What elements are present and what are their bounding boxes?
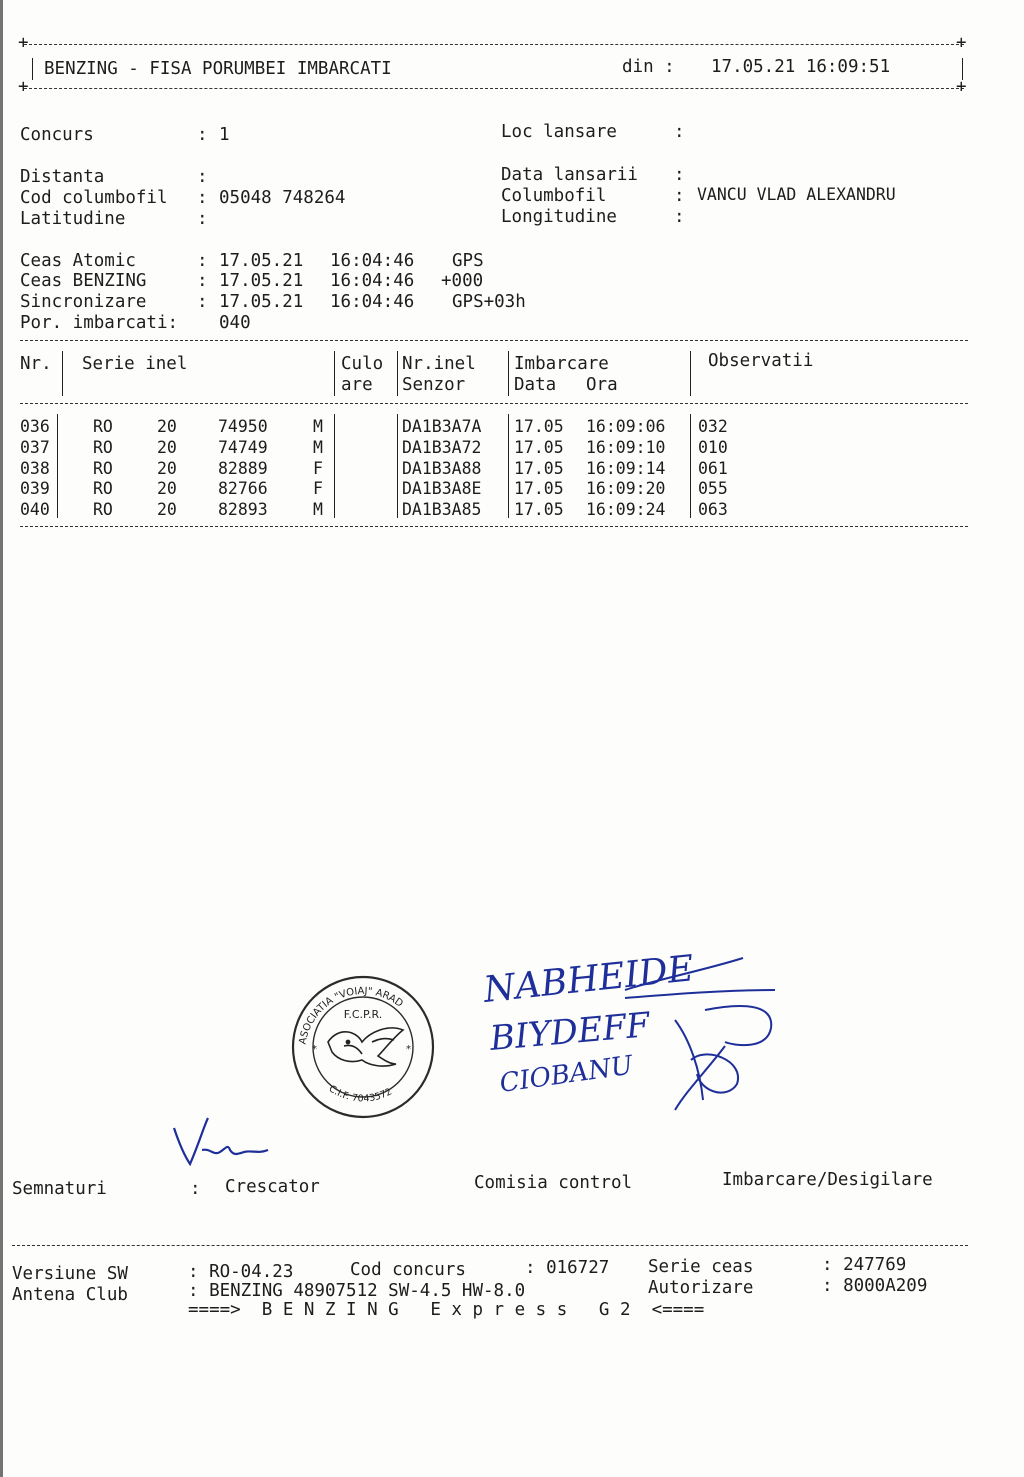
row-ring: 74950 (218, 417, 268, 436)
row-ring: 82889 (218, 458, 268, 478)
row-year: 20 (157, 437, 177, 457)
versiune-label: Versiune SW (12, 1264, 128, 1284)
row-nr: 036 (20, 417, 50, 436)
header-nr: Nr. (20, 354, 52, 374)
ceas-benzing-extra: +000 (441, 271, 484, 291)
crescator-signature-icon (168, 1110, 288, 1170)
concurs-label: Concurs (20, 125, 94, 145)
concurs-value: 1 (219, 125, 230, 145)
table-sep-nrinel (508, 351, 509, 396)
table-body-sep-nr (57, 414, 58, 518)
distanta-label: Distanta (20, 167, 105, 187)
latitudine-sep: : (197, 209, 208, 229)
por-imbarcati-value: 040 (219, 313, 251, 333)
distanta-sep: : (197, 167, 208, 187)
ceas-atomic-label: Ceas Atomic (20, 251, 136, 271)
row-sex: M (313, 500, 323, 520)
table-body-sep-nrinel (508, 414, 509, 518)
table-sep-nr (62, 351, 63, 396)
header-imbarcare-data: Data (514, 375, 557, 395)
table-sep-culoare (397, 351, 398, 396)
longitudine-sep: : (674, 207, 685, 227)
row-year: 20 (157, 500, 177, 520)
table-body-sep-culoare (397, 414, 398, 518)
signature-line-3: CIOBANU (497, 1050, 635, 1099)
sincronizare-sep: : (197, 292, 208, 312)
row-date: 17.05 (514, 479, 564, 499)
row-date: 17.05 (514, 500, 564, 520)
loc-lansare-sep: : (674, 122, 685, 142)
row-sex: F (313, 479, 323, 499)
cod-concurs-label: Cod concurs (350, 1260, 466, 1280)
row-year: 20 (157, 479, 177, 499)
ceas-atomic-time: 16:04:46 (330, 251, 415, 271)
antena-value: : BENZING 48907512 SW-4.5 HW-8.0 (188, 1281, 526, 1301)
cod-columbofil-sep: : (197, 188, 208, 208)
row-obs: 010 (698, 437, 728, 457)
print-date-value: 17.05.21 16:09:51 (711, 57, 891, 77)
loc-lansare-label: Loc lansare (501, 122, 617, 142)
autorizare-value: : 8000A209 (822, 1276, 928, 1296)
print-date-label: din : (622, 57, 675, 77)
ceas-benzing-time: 16:04:46 (330, 271, 415, 291)
benzing-banner: ====> B E N Z I N G E x p r e s s G 2 <==== (188, 1300, 705, 1320)
concurs-sep: : (197, 125, 208, 145)
sincronizare-date: 17.05.21 (219, 292, 304, 312)
header-imbarcare: Imbarcare (514, 354, 609, 374)
row-date: 17.05 (514, 458, 564, 478)
header-top-border (24, 44, 964, 45)
serie-ceas-label: Serie ceas (648, 1257, 754, 1277)
semnaturi-sep: : (190, 1179, 201, 1199)
header-left-bar (32, 58, 33, 80)
semnaturi-label: Semnaturi (12, 1179, 107, 1199)
autorizare-label: Autorizare (648, 1278, 754, 1298)
row-ring: 82893 (218, 500, 268, 520)
sincronizare-time: 16:04:46 (330, 292, 415, 312)
row-time: 16:09:10 (586, 437, 666, 457)
row-sex: F (313, 458, 323, 478)
row-country: RO (93, 479, 113, 499)
row-year: 20 (157, 458, 177, 478)
header-bottom-border (24, 88, 964, 89)
table-bottom-border (20, 526, 968, 527)
row-date: 17.05 (514, 417, 564, 436)
cod-columbofil-value: 05048 748264 (219, 188, 346, 208)
serie-ceas-value: : 247769 (822, 1255, 907, 1275)
row-time: 16:09:06 (586, 417, 666, 436)
row-ring: 74749 (218, 437, 268, 457)
row-nr: 040 (20, 500, 50, 520)
data-lansarii-label: Data lansarii (501, 165, 638, 185)
columbofil-label: Columbofil (501, 186, 607, 206)
footer-top-border (12, 1245, 968, 1246)
commission-signatures (475, 950, 795, 1145)
table-top-border (20, 340, 968, 341)
row-date: 17.05 (514, 437, 564, 457)
row-sex: M (313, 417, 323, 436)
header-imbarcare-ora: Ora (586, 375, 618, 395)
row-nr: 039 (20, 479, 50, 499)
header-observatii: Observatii (708, 351, 814, 371)
row-country: RO (93, 500, 113, 520)
row-time: 16:09:14 (586, 458, 666, 478)
versiune-value: : RO-04.23 (188, 1262, 294, 1282)
scan-edge-shadow (0, 0, 3, 1477)
header-corner-bl: + (18, 77, 29, 97)
table-body-sep-imbarcare (690, 414, 691, 518)
comisia-label: Comisia control (474, 1173, 633, 1193)
signature-line-1: NABHEIDE (481, 948, 696, 1011)
row-time: 16:09:24 (586, 500, 666, 520)
row-sensor: DA1B3A85 (402, 500, 482, 520)
row-nr: 038 (20, 458, 50, 478)
table-body-sep-serie (334, 414, 335, 518)
row-nr: 037 (20, 437, 50, 457)
ceas-benzing-label: Ceas BENZING (20, 271, 147, 291)
svg-text:*: * (312, 1044, 317, 1055)
table-sep-imbarcare (690, 351, 691, 396)
row-obs: 063 (698, 500, 728, 520)
header-serie-inel: Serie inel (82, 354, 188, 374)
columbofil-value: VANCU VLAD ALEXANDRU (697, 185, 896, 204)
header-culoare-1: Culo (341, 354, 384, 374)
ceas-atomic-extra: GPS (452, 251, 484, 271)
row-sex: M (313, 437, 323, 457)
ceas-atomic-date: 17.05.21 (219, 251, 304, 271)
row-country: RO (93, 458, 113, 478)
data-lansarii-sep: : (674, 165, 685, 185)
row-sensor: DA1B3A7A (402, 417, 482, 436)
report-title: BENZING - FISA PORUMBEI IMBARCATI (44, 59, 392, 79)
latitudine-label: Latitudine (20, 209, 126, 229)
ceas-benzing-date: 17.05.21 (219, 271, 304, 291)
header-corner-tr: + (956, 33, 967, 53)
row-sensor: DA1B3A72 (402, 437, 482, 457)
svg-text:*: * (406, 1044, 411, 1055)
por-imbarcati-label: Por. imbarcati: (20, 313, 179, 333)
row-obs: 061 (698, 458, 728, 478)
signature-line-2: BIYDEFF (488, 1005, 652, 1059)
header-culoare-2: are (341, 375, 373, 395)
columbofil-sep: : (674, 186, 685, 206)
row-sensor: DA1B3A88 (402, 458, 482, 478)
stamp-middle-text: F.C.P.R. (343, 1008, 383, 1021)
header-corner-tl: + (18, 33, 29, 53)
stamp-bottom-text: C.I.F. 7043572 (326, 1083, 394, 1105)
row-country: RO (93, 437, 113, 457)
row-time: 16:09:20 (586, 479, 666, 499)
row-obs: 032 (698, 417, 728, 436)
cod-concurs-value: : 016727 (525, 1258, 610, 1278)
ceas-benzing-sep: : (197, 271, 208, 291)
crescator-label: Crescator (225, 1177, 320, 1197)
row-country: RO (93, 417, 113, 436)
imbarcare-desigilare-label: Imbarcare/Desigilare (722, 1170, 933, 1190)
longitudine-label: Longitudine (501, 207, 617, 227)
header-corner-br: + (956, 77, 967, 97)
row-sensor: DA1B3A8E (402, 479, 482, 499)
header-nrinel-1: Nr.inel (402, 354, 476, 374)
sincronizare-label: Sincronizare (20, 292, 147, 312)
cod-columbofil-label: Cod columbofil (20, 188, 168, 208)
antena-label: Antena Club (12, 1285, 128, 1305)
header-nrinel-2: Senzor (402, 375, 466, 395)
stamp-top-text: ASOCIATIA "VOIAJ" ARAD (297, 985, 405, 1046)
pigeon-emblem-icon (328, 1028, 403, 1066)
row-ring: 82766 (218, 479, 268, 499)
row-year: 20 (157, 417, 177, 436)
row-obs: 055 (698, 479, 728, 499)
ceas-atomic-sep: : (197, 251, 208, 271)
table-header-border (20, 403, 968, 404)
sincronizare-extra: GPS+03h (452, 292, 526, 312)
table-sep-serie (334, 351, 335, 396)
club-stamp (288, 972, 438, 1122)
